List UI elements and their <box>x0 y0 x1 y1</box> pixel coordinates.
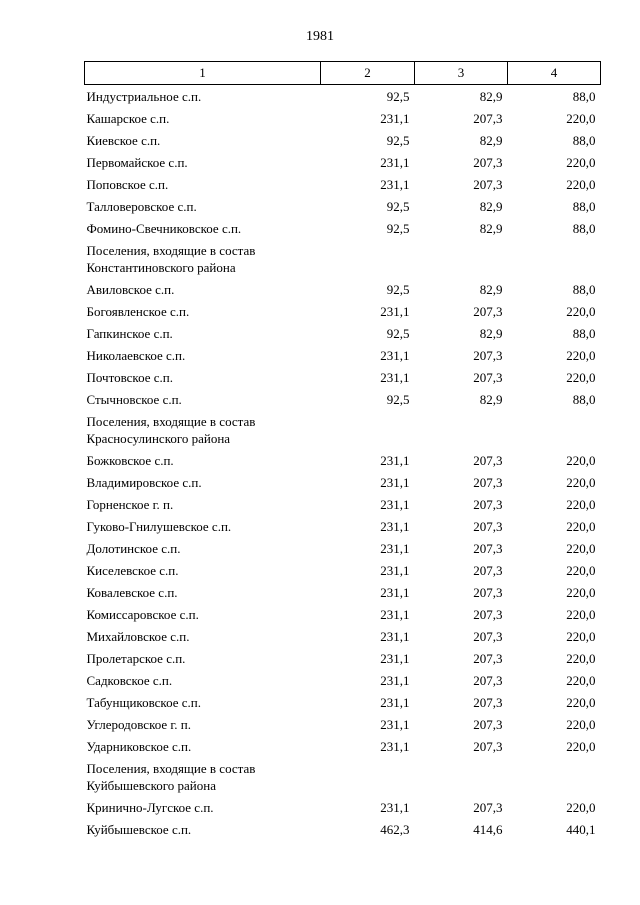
settlement-name: Киселевское с.п. <box>86 562 179 578</box>
value-col-4: 220,0 <box>566 303 596 319</box>
value-col-3: 207,3 <box>473 303 503 319</box>
value-col-3: 82,9 <box>479 220 503 236</box>
value-col-3: 207,3 <box>473 562 503 578</box>
settlement-name: Фомино-Свечниковское с.п. <box>86 220 242 236</box>
value-col-2: 231,1 <box>380 606 410 622</box>
value-col-2: 231,1 <box>380 452 410 468</box>
value-col-4: 220,0 <box>566 694 596 710</box>
header-col-2: 2 <box>321 62 415 85</box>
value-col-4: 88,0 <box>572 325 596 341</box>
empty-cell <box>415 410 508 449</box>
settlement-name: Ковалевское с.п. <box>86 584 178 600</box>
table-row <box>85 493 601 515</box>
table-row <box>85 581 601 603</box>
table-row <box>85 625 601 647</box>
table-row <box>85 173 601 195</box>
settlement-name: Комиссаровское с.п. <box>86 606 199 622</box>
settlement-name: Горненское г. п. <box>86 496 174 512</box>
value-col-3: 207,3 <box>473 496 503 512</box>
value-col-3: 207,3 <box>473 694 503 710</box>
settlement-name: Пролетарское с.п. <box>86 650 186 666</box>
group-heading-row <box>85 757 601 796</box>
value-col-4: 220,0 <box>566 110 596 126</box>
value-col-2: 92,5 <box>386 281 410 297</box>
value-col-3: 414,6 <box>473 821 503 837</box>
header-col-1: 1 <box>85 62 321 85</box>
value-col-2: 462,3 <box>380 821 410 837</box>
value-col-4: 220,0 <box>566 176 596 192</box>
value-col-4: 220,0 <box>566 369 596 385</box>
value-col-3: 207,3 <box>473 369 503 385</box>
value-col-3: 207,3 <box>473 176 503 192</box>
value-col-3: 207,3 <box>473 540 503 556</box>
value-col-3: 82,9 <box>479 132 503 148</box>
value-col-3: 207,3 <box>473 716 503 732</box>
value-col-2: 231,1 <box>380 799 410 815</box>
value-col-4: 220,0 <box>566 154 596 170</box>
settlement-name: Углеродовское г. п. <box>86 716 191 732</box>
value-col-4: 220,0 <box>566 799 596 815</box>
table-row <box>85 129 601 151</box>
value-col-2: 231,1 <box>380 584 410 600</box>
settlement-name: Гуково-Гнилушевское с.п. <box>86 518 232 534</box>
value-col-4: 88,0 <box>572 132 596 148</box>
table-row <box>85 344 601 366</box>
table-row <box>85 735 601 757</box>
value-col-4: 220,0 <box>566 496 596 512</box>
empty-cell <box>508 757 601 796</box>
settlement-name: Киевское с.п. <box>86 132 161 148</box>
table-row <box>85 322 601 344</box>
value-col-4: 220,0 <box>566 518 596 534</box>
empty-cell <box>508 239 601 278</box>
settlement-name: Садковское с.п. <box>86 672 173 688</box>
value-col-3: 207,3 <box>473 347 503 363</box>
value-col-4: 220,0 <box>566 562 596 578</box>
table-row <box>85 278 601 300</box>
table-row <box>85 796 601 818</box>
value-col-2: 92,5 <box>386 220 410 236</box>
table-row <box>85 85 601 108</box>
value-col-2: 92,5 <box>386 391 410 407</box>
value-col-2: 231,1 <box>380 369 410 385</box>
value-col-2: 231,1 <box>380 303 410 319</box>
value-col-2: 231,1 <box>380 176 410 192</box>
value-col-3: 207,3 <box>473 154 503 170</box>
table-row <box>85 713 601 735</box>
group-heading-line-1: Поселения, входящие в состав <box>86 760 256 776</box>
settlement-name: Талловеровское с.п. <box>86 198 197 214</box>
settlement-name: Почтовское с.п. <box>86 369 173 385</box>
value-col-3: 82,9 <box>479 391 503 407</box>
table-row <box>85 603 601 625</box>
value-col-3: 207,3 <box>473 474 503 490</box>
group-heading-line-2: Константиновского района <box>86 259 236 275</box>
table-row <box>85 647 601 669</box>
value-col-2: 231,1 <box>380 738 410 754</box>
group-heading-line-1: Поселения, входящие в состав <box>86 242 256 258</box>
table-body <box>85 85 601 841</box>
table-row <box>85 471 601 493</box>
settlement-name: Поповское с.п. <box>86 176 169 192</box>
value-col-3: 82,9 <box>479 198 503 214</box>
value-col-2: 231,1 <box>380 694 410 710</box>
group-heading-line-1: Поселения, входящие в состав <box>86 413 256 429</box>
value-col-2: 92,5 <box>386 88 410 104</box>
value-col-2: 231,1 <box>380 474 410 490</box>
table-row <box>85 515 601 537</box>
value-col-2: 231,1 <box>380 496 410 512</box>
table-header <box>85 62 601 85</box>
empty-cell <box>321 757 415 796</box>
table-row <box>85 195 601 217</box>
table-row <box>85 691 601 713</box>
table-row <box>85 366 601 388</box>
settlement-name: Индустриальное с.п. <box>86 88 202 104</box>
group-heading <box>85 410 321 449</box>
settlement-name: Стычновское с.п. <box>86 391 182 407</box>
table-row <box>85 217 601 239</box>
group-heading-row <box>85 410 601 449</box>
settlement-name: Ударниковское с.п. <box>86 738 192 754</box>
value-col-4: 220,0 <box>566 650 596 666</box>
value-col-2: 231,1 <box>380 716 410 732</box>
value-col-2: 231,1 <box>380 672 410 688</box>
value-col-2: 231,1 <box>380 154 410 170</box>
table-row <box>85 151 601 173</box>
value-col-2: 231,1 <box>380 347 410 363</box>
header-row <box>85 62 601 85</box>
settlement-name: Долотинское с.п. <box>86 540 181 556</box>
empty-cell <box>415 239 508 278</box>
settlement-name: Богоявленское с.п. <box>86 303 190 319</box>
settlement-name: Кашарское с.п. <box>86 110 170 126</box>
value-col-4: 220,0 <box>566 672 596 688</box>
table-row <box>85 107 601 129</box>
value-col-3: 207,3 <box>473 110 503 126</box>
value-col-4: 88,0 <box>572 391 596 407</box>
data-table <box>84 61 601 840</box>
value-col-3: 207,3 <box>473 452 503 468</box>
value-col-3: 207,3 <box>473 738 503 754</box>
page-number: 1981 <box>306 29 334 44</box>
value-col-4: 220,0 <box>566 584 596 600</box>
value-col-3: 207,3 <box>473 628 503 644</box>
table-row <box>85 388 601 410</box>
value-col-4: 88,0 <box>572 281 596 297</box>
empty-cell <box>321 410 415 449</box>
group-heading <box>85 239 321 278</box>
settlement-name: Гапкинское с.п. <box>86 325 173 341</box>
table-row <box>85 559 601 581</box>
settlement-name: Божковское с.п. <box>86 452 174 468</box>
value-col-3: 207,3 <box>473 799 503 815</box>
value-col-4: 220,0 <box>566 738 596 754</box>
empty-cell <box>321 239 415 278</box>
value-col-2: 231,1 <box>380 562 410 578</box>
value-col-2: 92,5 <box>386 132 410 148</box>
value-col-2: 92,5 <box>386 325 410 341</box>
settlement-name: Кринично-Лугское с.п. <box>86 799 214 815</box>
value-col-2: 231,1 <box>380 628 410 644</box>
value-col-3: 82,9 <box>479 325 503 341</box>
value-col-3: 82,9 <box>479 281 503 297</box>
table-row <box>85 449 601 471</box>
value-col-4: 220,0 <box>566 540 596 556</box>
settlement-name: Табунщиковское с.п. <box>86 694 201 710</box>
empty-cell <box>508 410 601 449</box>
empty-cell <box>415 757 508 796</box>
settlement-name: Михайловское с.п. <box>86 628 190 644</box>
value-col-2: 231,1 <box>380 110 410 126</box>
value-col-4: 440,1 <box>566 821 596 837</box>
value-col-3: 207,3 <box>473 672 503 688</box>
value-col-4: 88,0 <box>572 220 596 236</box>
value-col-4: 220,0 <box>566 474 596 490</box>
value-col-4: 220,0 <box>566 347 596 363</box>
table-row <box>85 300 601 322</box>
value-col-4: 220,0 <box>566 628 596 644</box>
value-col-2: 231,1 <box>380 518 410 534</box>
value-col-3: 207,3 <box>473 606 503 622</box>
value-col-3: 207,3 <box>473 650 503 666</box>
group-heading-line-2: Куйбышевского района <box>86 777 216 793</box>
settlement-name: Владимировское с.п. <box>86 474 202 490</box>
group-heading-line-2: Красносулинского района <box>86 430 231 446</box>
value-col-4: 88,0 <box>572 198 596 214</box>
header-col-4: 4 <box>508 62 601 85</box>
settlement-name: Авиловское с.п. <box>86 281 175 297</box>
value-col-3: 207,3 <box>473 518 503 534</box>
group-heading-row <box>85 239 601 278</box>
header-col-3: 3 <box>415 62 508 85</box>
value-col-3: 82,9 <box>479 88 503 104</box>
value-col-2: 231,1 <box>380 540 410 556</box>
group-heading <box>85 757 321 796</box>
table-row <box>85 537 601 559</box>
table-row <box>85 818 601 840</box>
settlement-name: Первомайское с.п. <box>86 154 188 170</box>
value-col-4: 220,0 <box>566 606 596 622</box>
value-col-2: 92,5 <box>386 198 410 214</box>
table-row <box>85 669 601 691</box>
value-col-4: 220,0 <box>566 716 596 732</box>
value-col-3: 207,3 <box>473 584 503 600</box>
settlement-name: Куйбышевское с.п. <box>86 821 192 837</box>
value-col-2: 231,1 <box>380 650 410 666</box>
settlement-name: Николаевское с.п. <box>86 347 186 363</box>
value-col-4: 220,0 <box>566 452 596 468</box>
value-col-4: 88,0 <box>572 88 596 104</box>
